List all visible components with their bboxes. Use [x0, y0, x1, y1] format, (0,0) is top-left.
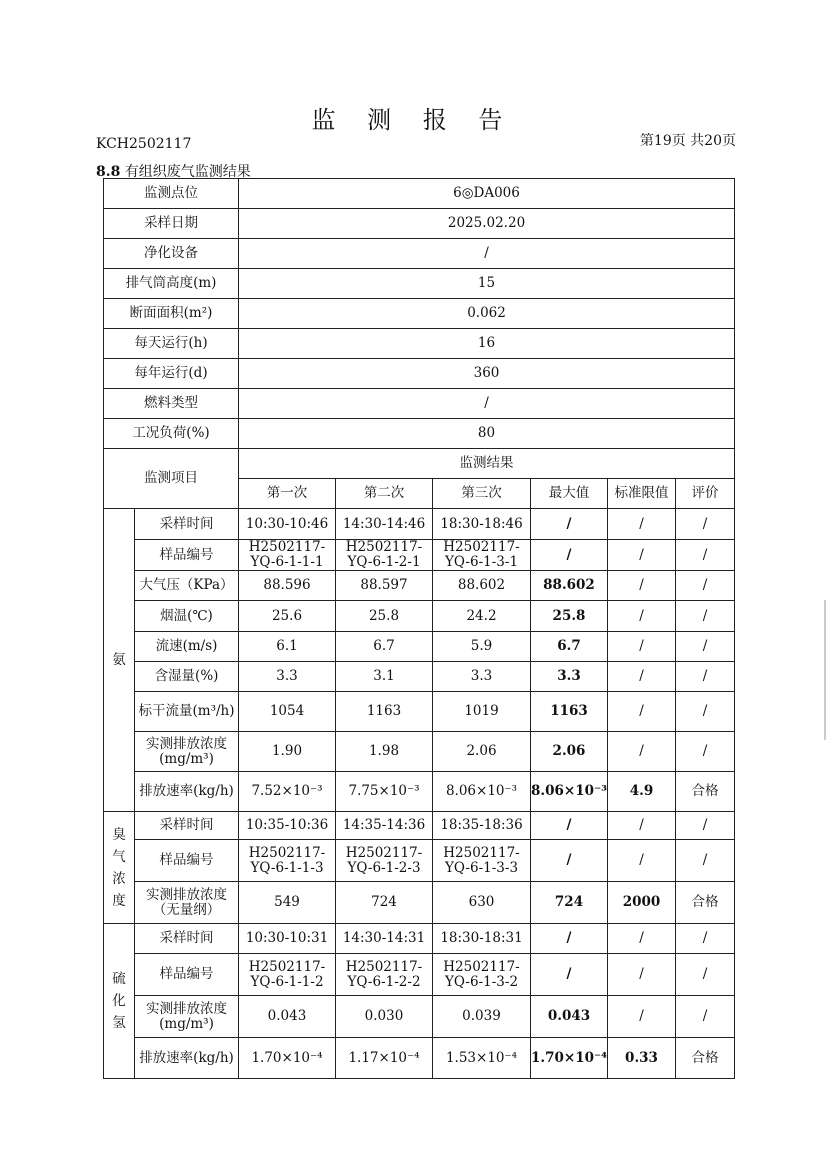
value-cell: / [608, 571, 676, 601]
info-section [104, 179, 735, 449]
value-cell: 14:30-14:46 [336, 509, 433, 540]
report-title: 监 测 报 告 [311, 106, 515, 134]
value-cell: 18:35-18:36 [433, 812, 531, 840]
value-cell: / [608, 924, 676, 954]
value-cell: 6.7 [531, 632, 608, 662]
page-info: 第19页 共20页 [639, 133, 736, 149]
column-header: 评价 [676, 479, 735, 509]
value-cell: / [531, 540, 608, 571]
column-header: 最大值 [531, 479, 608, 509]
group-name: 氨 [104, 509, 135, 812]
info-value: 2025.02.20 [239, 209, 735, 239]
value-cell: 6.1 [239, 632, 336, 662]
table-row [104, 812, 735, 840]
table-row [104, 732, 735, 772]
info-label: 工况负荷(%) [104, 419, 239, 449]
value-cell: 88.596 [239, 571, 336, 601]
info-value: / [239, 239, 735, 269]
value-cell: 10:30-10:46 [239, 509, 336, 540]
value-cell: / [676, 840, 735, 882]
table-row [104, 540, 735, 571]
value-cell: / [676, 571, 735, 601]
table-row [104, 882, 735, 924]
value-cell: 7.75×10⁻³ [336, 772, 433, 812]
info-row [104, 209, 735, 239]
value-cell: / [531, 509, 608, 540]
odor-group [104, 812, 735, 924]
info-value: / [239, 389, 735, 419]
value-cell: 1.70×10⁻⁴ [239, 1038, 336, 1079]
info-row [104, 269, 735, 299]
value-cell: 8.06×10⁻³ [531, 772, 608, 812]
row-label: 采样时间 [135, 509, 239, 540]
info-value: 0.062 [239, 299, 735, 329]
results-table [103, 178, 735, 1079]
info-label: 净化设备 [104, 239, 239, 269]
row-label: 排放速率(kg/h) [135, 1038, 239, 1079]
value-cell: 0.043 [531, 996, 608, 1038]
value-cell: / [608, 601, 676, 632]
info-value: 360 [239, 359, 735, 389]
table-row [104, 954, 735, 996]
row-label: 样品编号 [135, 954, 239, 996]
row-label: 标干流量(m³/h) [135, 692, 239, 732]
value-cell: 4.9 [608, 772, 676, 812]
info-label: 燃料类型 [104, 389, 239, 419]
row-label: 实测排放浓度(mg/m³) [135, 732, 239, 772]
value-cell: 2.06 [531, 732, 608, 772]
group-name: 硫化氢 [104, 924, 135, 1079]
row-label: 样品编号 [135, 540, 239, 571]
value-cell: 88.597 [336, 571, 433, 601]
info-row [104, 419, 735, 449]
value-cell: 合格 [676, 882, 735, 924]
item-header: 监测项目 [104, 449, 239, 509]
table-row [104, 692, 735, 732]
info-label: 每天运行(h) [104, 329, 239, 359]
value-cell: 10:30-10:31 [239, 924, 336, 954]
column-header: 第三次 [433, 479, 531, 509]
info-label: 监测点位 [104, 179, 239, 209]
value-cell: 24.2 [433, 601, 531, 632]
row-label: 大气压（KPa） [135, 571, 239, 601]
results-header [104, 449, 735, 509]
table-row [104, 601, 735, 632]
value-cell: / [676, 812, 735, 840]
value-cell: 1.70×10⁻⁴ [531, 1038, 608, 1079]
value-cell: 0.043 [239, 996, 336, 1038]
column-header: 第二次 [336, 479, 433, 509]
row-label: 流速(m/s) [135, 632, 239, 662]
value-cell: 14:35-14:36 [336, 812, 433, 840]
value-cell: 3.3 [433, 662, 531, 692]
value-cell: H2502117-YQ-6-1-2-2 [336, 954, 433, 996]
value-cell: / [608, 996, 676, 1038]
results-header-cell: 监测结果 [239, 449, 735, 479]
section-title-text: 有组织废气监测结果 [124, 164, 251, 180]
value-cell: H2502117-YQ-6-1-3-2 [433, 954, 531, 996]
value-cell: 25.8 [336, 601, 433, 632]
value-cell: 6.7 [336, 632, 433, 662]
value-cell: / [608, 632, 676, 662]
value-cell: 724 [531, 882, 608, 924]
value-cell: 合格 [676, 1038, 735, 1079]
value-cell: 3.3 [531, 662, 608, 692]
table-row [104, 632, 735, 662]
value-cell: H2502117-YQ-6-1-2-3 [336, 840, 433, 882]
value-cell: 88.602 [433, 571, 531, 601]
value-cell: 1.53×10⁻⁴ [433, 1038, 531, 1079]
value-cell: 14:30-14:31 [336, 924, 433, 954]
value-cell: / [676, 509, 735, 540]
report-number: KCH2502117 [96, 136, 192, 152]
value-cell: / [608, 662, 676, 692]
value-cell: / [676, 996, 735, 1038]
info-row [104, 329, 735, 359]
value-cell: / [608, 954, 676, 996]
info-label: 排气筒高度(m) [104, 269, 239, 299]
value-cell: 1054 [239, 692, 336, 732]
group-name: 臭气浓度 [104, 812, 135, 924]
value-cell: / [676, 692, 735, 732]
value-cell: / [608, 840, 676, 882]
value-cell: 18:30-18:31 [433, 924, 531, 954]
table-row [104, 996, 735, 1038]
value-cell: / [531, 812, 608, 840]
info-value: 15 [239, 269, 735, 299]
value-cell: 1163 [531, 692, 608, 732]
value-cell: / [608, 692, 676, 732]
value-cell: / [676, 924, 735, 954]
value-cell: 25.6 [239, 601, 336, 632]
info-value: 80 [239, 419, 735, 449]
info-row [104, 179, 735, 209]
value-cell: 88.602 [531, 571, 608, 601]
value-cell: 0.030 [336, 996, 433, 1038]
value-cell: H2502117-YQ-6-1-1-2 [239, 954, 336, 996]
info-value: 6◎DA006 [239, 179, 735, 209]
value-cell: / [531, 924, 608, 954]
value-cell: 合格 [676, 772, 735, 812]
value-cell: / [676, 662, 735, 692]
value-cell: H2502117-YQ-6-1-3-3 [433, 840, 531, 882]
row-label: 排放速率(kg/h) [135, 772, 239, 812]
value-cell: / [676, 601, 735, 632]
value-cell: 1.17×10⁻⁴ [336, 1038, 433, 1079]
table-row [104, 772, 735, 812]
value-cell: 2.06 [433, 732, 531, 772]
value-cell: 5.9 [433, 632, 531, 662]
row-label: 采样时间 [135, 812, 239, 840]
value-cell: 630 [433, 882, 531, 924]
value-cell: / [608, 540, 676, 571]
table-row [104, 1038, 735, 1079]
column-header: 标准限值 [608, 479, 676, 509]
value-cell: / [676, 540, 735, 571]
value-cell: 8.06×10⁻³ [433, 772, 531, 812]
value-cell: 18:30-18:46 [433, 509, 531, 540]
info-row [104, 299, 735, 329]
value-cell: 3.1 [336, 662, 433, 692]
row-label: 采样时间 [135, 924, 239, 954]
value-cell: 0.33 [608, 1038, 676, 1079]
value-cell: / [608, 732, 676, 772]
value-cell: / [676, 632, 735, 662]
value-cell: 1.90 [239, 732, 336, 772]
table-row [104, 571, 735, 601]
value-cell: / [531, 840, 608, 882]
value-cell: 1.98 [336, 732, 433, 772]
value-cell: 724 [336, 882, 433, 924]
row-label: 含湿量(%) [135, 662, 239, 692]
value-cell: H2502117-YQ-6-1-1-1 [239, 540, 336, 571]
value-cell: / [531, 954, 608, 996]
value-cell: H2502117-YQ-6-1-1-3 [239, 840, 336, 882]
ammonia-group [104, 509, 735, 812]
info-value: 16 [239, 329, 735, 359]
info-row [104, 239, 735, 269]
value-cell: 3.3 [239, 662, 336, 692]
table-row [104, 924, 735, 954]
info-label: 断面面积(m²) [104, 299, 239, 329]
info-label: 每年运行(d) [104, 359, 239, 389]
value-cell: H2502117-YQ-6-1-2-1 [336, 540, 433, 571]
value-cell: / [676, 954, 735, 996]
value-cell: 549 [239, 882, 336, 924]
row-label: 实测排放浓度（无量纲） [135, 882, 239, 924]
row-label: 样品编号 [135, 840, 239, 882]
value-cell: 10:35-10:36 [239, 812, 336, 840]
value-cell: 2000 [608, 882, 676, 924]
section-number: 8.8 [96, 164, 121, 180]
info-label: 采样日期 [104, 209, 239, 239]
table-row [104, 509, 735, 540]
value-cell: / [676, 732, 735, 772]
value-cell: 25.8 [531, 601, 608, 632]
row-label: 实测排放浓度(mg/m³) [135, 996, 239, 1038]
value-cell: 0.039 [433, 996, 531, 1038]
value-cell: / [608, 812, 676, 840]
table-row [104, 662, 735, 692]
info-row [104, 389, 735, 419]
column-header: 第一次 [239, 479, 336, 509]
h2s-group [104, 924, 735, 1079]
row-label: 烟温(℃) [135, 601, 239, 632]
value-cell: 7.52×10⁻³ [239, 772, 336, 812]
table-row [104, 840, 735, 882]
value-cell: / [608, 509, 676, 540]
value-cell: 1019 [433, 692, 531, 732]
value-cell: H2502117-YQ-6-1-3-1 [433, 540, 531, 571]
info-row [104, 359, 735, 389]
value-cell: 1163 [336, 692, 433, 732]
